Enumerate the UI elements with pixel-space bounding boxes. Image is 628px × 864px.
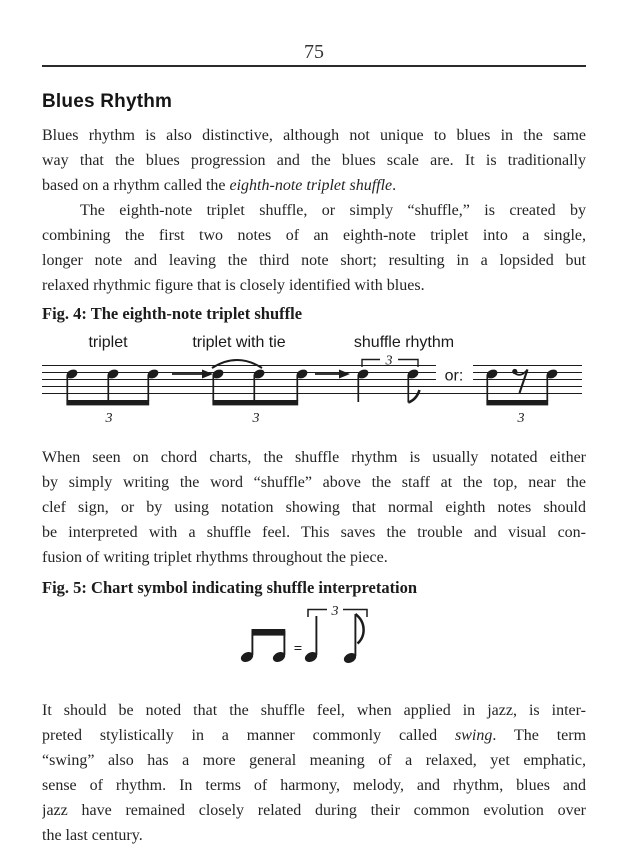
paragraph-chord-charts xyxy=(42,445,586,570)
eighth-flag-icon xyxy=(355,614,363,644)
paragraph-swing xyxy=(42,698,586,848)
text-line: by simply writing the word “shuffle” above the staff at the top, near the xyxy=(42,474,586,491)
text-line: preted stylistically in a manner commonly called swing. The term xyxy=(42,727,586,744)
eighth-flag-icon xyxy=(408,390,419,403)
text-line: clef sign, or by using notation showing that normal eighth notes should xyxy=(42,499,586,516)
text-line: It should be noted that the shuffle feel, when applied in jazz, is inter- xyxy=(42,702,586,719)
tuplet-number: 3 xyxy=(517,411,525,426)
text-line: be interpreted with a shuffle feel. This saves the trouble and visual con- xyxy=(42,524,586,541)
fig4-figure xyxy=(42,327,586,432)
shuffle-rhythm-notes-icon xyxy=(356,354,420,403)
text-line: way that the blues progression and the blues scale are. It is traditionally xyxy=(42,152,586,169)
tuplet-number: 3 xyxy=(105,411,113,426)
text-line: The eighth-note triplet shuffle, or simply “shuffle,” is created by xyxy=(80,202,586,219)
quarter-note-icon xyxy=(303,616,318,664)
text-line: relaxed rhythmic figure that is closely identified with blues. xyxy=(42,277,425,294)
section-heading: Blues Rhythm xyxy=(42,91,173,112)
paragraph-shuffle-definition xyxy=(42,198,586,298)
fig5-figure xyxy=(235,601,586,681)
or-label-group xyxy=(436,364,473,385)
equals-sign: = xyxy=(293,641,303,657)
fig5-caption: Fig. 5: Chart symbol indicating shuffle interpretation xyxy=(42,578,418,597)
fig4-label-triplet-with-tie: triplet with tie xyxy=(192,334,286,351)
tuplet-number: 3 xyxy=(385,353,393,369)
fig4-caption: Fig. 4: The eighth-note triplet shuffle xyxy=(42,304,303,323)
arrow-right-icon xyxy=(315,370,350,379)
paragraph-intro xyxy=(42,123,586,198)
text-line: the last century. xyxy=(42,827,143,844)
text-line: Blues rhythm is also distinctive, although not unique to blues in the same xyxy=(42,127,586,144)
text-line: jazz have remained closely related during their common evolution over xyxy=(42,802,586,819)
beamed-eighths-icon xyxy=(239,629,286,664)
or-label: or: xyxy=(444,367,464,385)
triplet-notes-icon xyxy=(65,368,160,426)
text-line: combining the first two notes of an eighth-note triplet into a single, xyxy=(42,227,586,244)
text-line: “swing” also has a more general meaning of a relaxed, yet emphatic, xyxy=(42,752,586,769)
text-line: fusion of writing triplet rhythms throughout the piece. xyxy=(42,549,388,566)
page-number: 75 xyxy=(304,41,324,63)
tie-arc-icon xyxy=(212,360,262,368)
text-line: When seen on chord charts, the shuffle rhythm is usually notated either xyxy=(42,449,586,466)
page-header xyxy=(42,40,586,67)
fig4-label-shuffle-rhythm: shuffle rhythm xyxy=(353,334,455,351)
fig5-swing-notation xyxy=(235,601,380,676)
tuplet-number: 3 xyxy=(331,604,339,619)
fig4-label-triplet: triplet xyxy=(88,334,128,351)
text-line: sense of rhythm. In terms of harmony, melody, and rhythm, blues and xyxy=(42,777,586,794)
fig4-staff-notation xyxy=(42,327,586,427)
text-line: based on a rhythm called the eighth-note triplet shuffle. xyxy=(42,177,397,194)
staff-lines-icon xyxy=(42,366,582,394)
tuplet-number: 3 xyxy=(252,411,260,426)
arrow-right-icon xyxy=(172,370,213,379)
shuffle-rhythm-alt-notes-icon xyxy=(485,368,559,426)
text-line: longer note and leaving the third note short; resulting in a lopsided but xyxy=(42,252,586,269)
eighth-note-icon xyxy=(342,614,363,665)
